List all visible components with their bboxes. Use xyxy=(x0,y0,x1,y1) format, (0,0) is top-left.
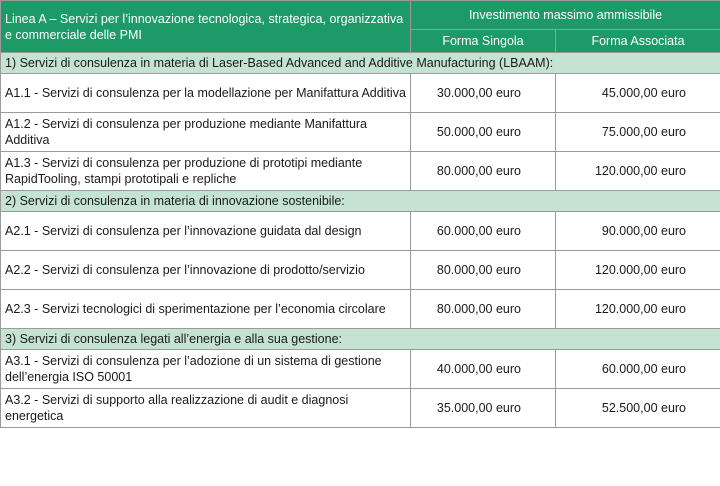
investment-header: Investimento massimo ammissibile xyxy=(411,1,720,30)
service-description: A1.1 - Servizi di consulenza per la modellazione per Manifattura Additiva xyxy=(1,74,411,113)
associated-amount: 90.000,00 euro xyxy=(556,212,720,251)
table-row xyxy=(1,389,720,428)
associated-amount: 120.000,00 euro xyxy=(556,251,720,290)
service-description: A1.2 - Servizi di consulenza per produzione mediante Manifattura Additiva xyxy=(1,113,411,152)
service-description: A3.1 - Servizi di consulenza per l’adozione di un sistema di gestione dell’energia ISO 50001 xyxy=(1,350,411,389)
single-amount: 35.000,00 euro xyxy=(411,389,556,428)
col-associated-header: Forma Associata xyxy=(556,30,720,53)
associated-amount: 52.500,00 euro xyxy=(556,389,720,428)
service-description: A1.3 - Servizi di consulenza per produzione di prototipi mediante RapidTooling, stampi prototipali e repliche xyxy=(1,152,411,191)
table-row xyxy=(1,350,720,389)
section-title: 1) Servizi di consulenza in materia di Laser-Based Advanced and Additive Manufacturing (LBAAM): xyxy=(1,53,720,74)
table-row xyxy=(1,212,720,251)
associated-amount: 120.000,00 euro xyxy=(556,290,720,329)
table-row xyxy=(1,290,720,329)
associated-amount: 60.000,00 euro xyxy=(556,350,720,389)
section-title: 3) Servizi di consulenza legati all’energia e alla sua gestione: xyxy=(1,329,720,350)
service-description: A2.3 - Servizi tecnologici di sperimentazione per l’economia circolare xyxy=(1,290,411,329)
section-row xyxy=(1,329,720,350)
table-row xyxy=(1,152,720,191)
single-amount: 80.000,00 euro xyxy=(411,152,556,191)
col-single-header: Forma Singola xyxy=(411,30,556,53)
section-row xyxy=(1,53,720,74)
associated-amount: 75.000,00 euro xyxy=(556,113,720,152)
associated-amount: 45.000,00 euro xyxy=(556,74,720,113)
single-amount: 30.000,00 euro xyxy=(411,74,556,113)
single-amount: 60.000,00 euro xyxy=(411,212,556,251)
service-description: A2.1 - Servizi di consulenza per l’innovazione guidata dal design xyxy=(1,212,411,251)
table-row xyxy=(1,113,720,152)
service-description: A3.2 - Servizi di supporto alla realizzazione di audit e diagnosi energetica xyxy=(1,389,411,428)
associated-amount: 120.000,00 euro xyxy=(556,152,720,191)
section-title: 2) Servizi di consulenza in materia di innovazione sostenibile: xyxy=(1,191,720,212)
single-amount: 40.000,00 euro xyxy=(411,350,556,389)
single-amount: 80.000,00 euro xyxy=(411,290,556,329)
single-amount: 50.000,00 euro xyxy=(411,113,556,152)
section-row xyxy=(1,191,720,212)
table-row xyxy=(1,74,720,113)
service-description: A2.2 - Servizi di consulenza per l’innovazione di prodotto/servizio xyxy=(1,251,411,290)
table-title: Linea A – Servizi per l’innovazione tecnologica, strategica, organizzativa e commerciale delle PMI xyxy=(1,1,411,53)
header-row xyxy=(1,1,720,30)
table-row xyxy=(1,251,720,290)
single-amount: 80.000,00 euro xyxy=(411,251,556,290)
